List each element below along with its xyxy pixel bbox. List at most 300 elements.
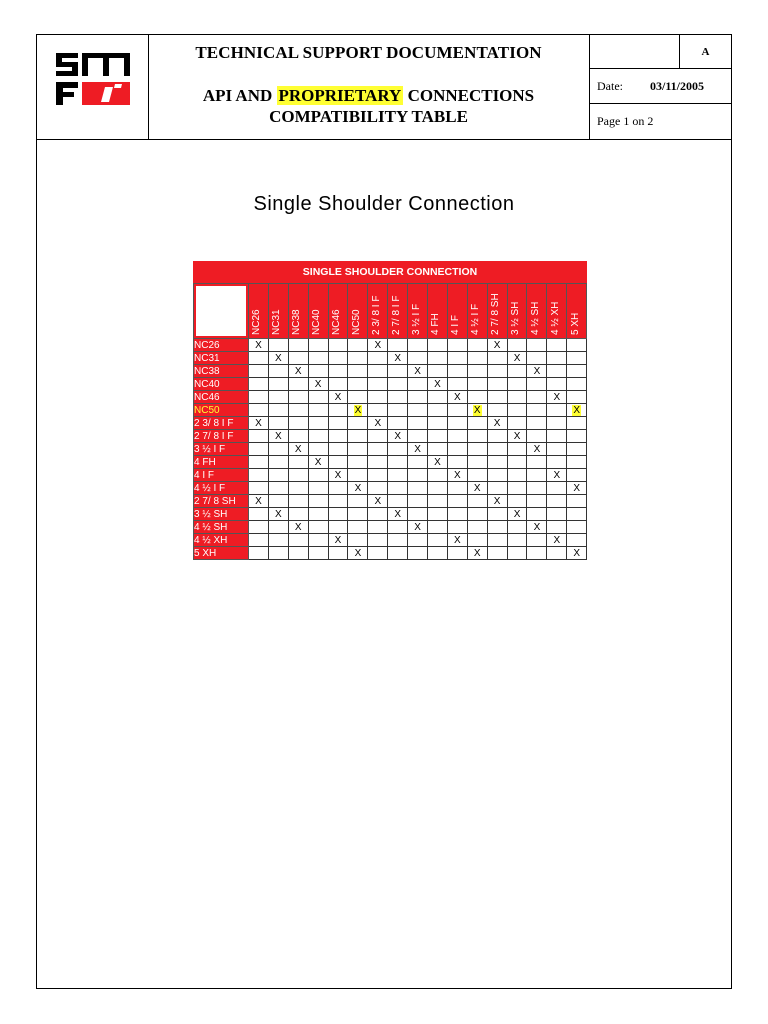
matrix-cell — [368, 404, 388, 417]
matrix-cell — [348, 404, 368, 417]
matrix-cell — [288, 521, 308, 534]
matrix-cell — [348, 391, 368, 404]
matrix-cell — [428, 495, 448, 508]
compatibility-mark: X — [414, 365, 421, 377]
matrix-cell — [487, 391, 507, 404]
header-title-block — [148, 35, 590, 139]
table-row — [194, 430, 587, 443]
table-row — [194, 547, 587, 560]
matrix-cell — [368, 443, 388, 456]
matrix-cell — [268, 430, 288, 443]
matrix-cell — [308, 378, 328, 391]
compatibility-mark: X — [255, 417, 262, 429]
row-header: NC40 — [194, 378, 249, 391]
matrix-cell — [368, 456, 388, 469]
matrix-cell — [388, 378, 408, 391]
table-row — [194, 391, 587, 404]
compatibility-mark: X — [473, 404, 481, 416]
column-header — [328, 284, 348, 339]
matrix-cell — [547, 404, 567, 417]
matrix-cell — [467, 417, 487, 430]
matrix-cell — [328, 534, 348, 547]
matrix-cell — [288, 339, 308, 352]
column-header-label: 4 ½ XH — [549, 301, 561, 335]
compatibility-mark: X — [275, 352, 282, 364]
compatibility-mark: X — [374, 417, 382, 429]
column-header-label: 4 FH — [430, 313, 442, 335]
matrix-cell — [487, 443, 507, 456]
matrix-cell — [408, 547, 428, 560]
matrix-cell — [388, 495, 408, 508]
matrix-cell — [328, 482, 348, 495]
compatibility-mark: X — [394, 430, 402, 442]
matrix-cell — [487, 534, 507, 547]
compatibility-mark: X — [394, 352, 402, 364]
matrix-cell — [467, 521, 487, 534]
compatibility-mark: X — [454, 391, 461, 403]
matrix-cell — [408, 469, 428, 482]
matrix-cell — [368, 352, 388, 365]
compatibility-mark: X — [374, 339, 382, 351]
matrix-cell — [447, 352, 467, 365]
matrix-cell — [428, 404, 448, 417]
matrix-cell — [547, 469, 567, 482]
matrix-cell — [308, 547, 328, 560]
smfi-logo — [37, 35, 149, 139]
document-page — [36, 34, 732, 989]
matrix-cell — [368, 495, 388, 508]
column-header-label: 4 ½ I F — [470, 303, 482, 335]
matrix-cell — [328, 352, 348, 365]
matrix-cell — [268, 378, 288, 391]
title-highlight: PROPRIETARY — [278, 86, 402, 105]
matrix-cell — [308, 365, 328, 378]
matrix-cell — [547, 365, 567, 378]
matrix-cell — [308, 469, 328, 482]
matrix-corner — [194, 284, 249, 339]
matrix-cell — [368, 391, 388, 404]
matrix-cell — [388, 521, 408, 534]
matrix-cell — [428, 482, 448, 495]
row-header: 5 XH — [194, 547, 249, 560]
matrix-cell — [249, 443, 269, 456]
matrix-cell — [288, 417, 308, 430]
matrix-cell — [388, 508, 408, 521]
matrix-cell — [368, 521, 388, 534]
compatibility-mark: X — [255, 495, 262, 507]
matrix-cell — [268, 456, 288, 469]
matrix-cell — [288, 508, 308, 521]
section-title: Single Shoulder Connection — [253, 193, 515, 215]
matrix-cell — [547, 417, 567, 430]
row-header: 2 7/ 8 I F — [194, 430, 249, 443]
row-header: 3 ½ I F — [194, 443, 249, 456]
matrix-cell — [567, 365, 587, 378]
matrix-cell — [567, 495, 587, 508]
matrix-cell — [249, 495, 269, 508]
matrix-cell — [408, 534, 428, 547]
matrix-cell — [527, 443, 547, 456]
matrix-cell — [487, 404, 507, 417]
matrix-cell — [308, 482, 328, 495]
matrix-cell — [348, 547, 368, 560]
column-header-label: 2 7/ 8 SH — [490, 293, 502, 335]
compatibility-mark: X — [314, 456, 322, 468]
column-header-label: 2 3/ 8 I F — [370, 295, 382, 335]
compatibility-mark: X — [334, 391, 342, 403]
doc-category-title: TECHNICAL SUPPORT DOCUMENTATION — [195, 43, 542, 62]
compatibility-mark: X — [573, 404, 581, 416]
matrix-cell — [368, 508, 388, 521]
table-row — [194, 508, 587, 521]
matrix-cell — [348, 339, 368, 352]
compatibility-mark: X — [493, 495, 501, 507]
matrix-cell — [487, 482, 507, 495]
compatibility-mark: X — [334, 534, 342, 546]
matrix-cell — [348, 482, 368, 495]
matrix-cell — [507, 365, 527, 378]
matrix-cell — [507, 443, 527, 456]
date-row — [589, 69, 731, 104]
revision-value: A — [679, 35, 731, 69]
matrix-cell — [567, 508, 587, 521]
matrix-cell — [547, 534, 567, 547]
matrix-cell — [527, 417, 547, 430]
matrix-cell — [288, 495, 308, 508]
matrix-cell — [547, 352, 567, 365]
matrix-cell — [249, 521, 269, 534]
matrix-cell — [527, 378, 547, 391]
compatibility-mark: X — [294, 365, 302, 377]
row-header: 4 FH — [194, 456, 249, 469]
matrix-cell — [527, 482, 547, 495]
matrix-cell — [527, 495, 547, 508]
column-header — [249, 284, 269, 339]
matrix-cell — [527, 521, 547, 534]
matrix-cell — [308, 495, 328, 508]
matrix-cell — [567, 469, 587, 482]
matrix-cell — [388, 443, 408, 456]
matrix-cell — [547, 443, 567, 456]
compatibility-mark: X — [394, 508, 402, 520]
matrix-cell — [447, 482, 467, 495]
matrix-cell — [388, 482, 408, 495]
matrix-cell — [408, 443, 428, 456]
compatibility-mark: X — [533, 365, 541, 377]
matrix-cell — [507, 404, 527, 417]
matrix-cell — [268, 495, 288, 508]
matrix-cell — [288, 469, 308, 482]
matrix-cell — [408, 378, 428, 391]
column-header — [487, 284, 507, 339]
compatibility-table — [193, 283, 587, 560]
matrix-cell — [408, 365, 428, 378]
table-row — [194, 417, 587, 430]
matrix-cell — [547, 508, 567, 521]
matrix-cell — [547, 521, 567, 534]
matrix-cell — [428, 547, 448, 560]
matrix-cell — [567, 521, 587, 534]
matrix-cell — [527, 365, 547, 378]
compatibility-mark: X — [294, 443, 302, 455]
matrix-cell — [507, 378, 527, 391]
table-row — [194, 495, 587, 508]
compatibility-mark: X — [473, 547, 481, 559]
matrix-cell — [507, 339, 527, 352]
matrix-cell — [368, 469, 388, 482]
matrix-cell — [348, 521, 368, 534]
compatibility-mark: X — [553, 469, 561, 481]
matrix-cell — [268, 391, 288, 404]
compatibility-matrix — [193, 261, 587, 560]
matrix-cell — [368, 482, 388, 495]
matrix-cell — [567, 339, 587, 352]
matrix-cell — [467, 534, 487, 547]
matrix-cell — [507, 547, 527, 560]
matrix-cell — [368, 365, 388, 378]
matrix-cell — [547, 482, 567, 495]
matrix-cell — [547, 430, 567, 443]
matrix-cell — [567, 456, 587, 469]
column-header — [547, 284, 567, 339]
matrix-cell — [328, 469, 348, 482]
column-header — [527, 284, 547, 339]
matrix-cell — [249, 365, 269, 378]
matrix-cell — [268, 521, 288, 534]
matrix-cell — [507, 495, 527, 508]
document-header — [37, 35, 731, 140]
matrix-cell — [428, 508, 448, 521]
row-header: 2 7/ 8 SH — [194, 495, 249, 508]
matrix-cell — [467, 482, 487, 495]
matrix-cell — [368, 378, 388, 391]
matrix-cell — [567, 443, 587, 456]
matrix-cell — [527, 469, 547, 482]
matrix-cell — [428, 443, 448, 456]
column-header-label: NC46 — [331, 309, 342, 335]
matrix-cell — [487, 365, 507, 378]
column-header — [467, 284, 487, 339]
matrix-cell — [328, 430, 348, 443]
matrix-cell — [487, 378, 507, 391]
matrix-cell — [388, 534, 408, 547]
matrix-cell — [408, 521, 428, 534]
column-header — [507, 284, 527, 339]
matrix-cell — [408, 482, 428, 495]
matrix-cell — [268, 469, 288, 482]
matrix-cell — [487, 469, 507, 482]
matrix-cell — [308, 404, 328, 417]
row-header: 3 ½ SH — [194, 508, 249, 521]
matrix-cell — [388, 404, 408, 417]
matrix-cell — [268, 352, 288, 365]
matrix-cell — [388, 469, 408, 482]
matrix-cell — [308, 443, 328, 456]
matrix-cell — [428, 469, 448, 482]
matrix-cell — [467, 443, 487, 456]
table-row — [194, 521, 587, 534]
matrix-cell — [348, 417, 368, 430]
matrix-cell — [408, 391, 428, 404]
matrix-cell — [368, 339, 388, 352]
revision-row — [589, 35, 731, 69]
column-header — [408, 284, 428, 339]
column-header — [567, 284, 587, 339]
matrix-cell — [507, 352, 527, 365]
compatibility-mark: X — [414, 521, 421, 533]
matrix-cell — [507, 417, 527, 430]
matrix-cell — [288, 365, 308, 378]
matrix-cell — [487, 352, 507, 365]
matrix-cell — [408, 417, 428, 430]
compatibility-mark: X — [354, 547, 362, 559]
compatibility-mark: X — [533, 521, 541, 533]
matrix-cell — [527, 547, 547, 560]
matrix-cell — [527, 339, 547, 352]
matrix-cell — [348, 430, 368, 443]
matrix-cell — [428, 391, 448, 404]
matrix-cell — [328, 547, 348, 560]
matrix-cell — [249, 417, 269, 430]
matrix-cell — [447, 378, 467, 391]
compatibility-mark: X — [513, 352, 521, 364]
matrix-cell — [467, 430, 487, 443]
compatibility-mark: X — [255, 339, 262, 351]
matrix-cell — [308, 430, 328, 443]
row-header: 4 ½ SH — [194, 521, 249, 534]
matrix-cell — [487, 456, 507, 469]
compatibility-mark: X — [573, 482, 581, 494]
compatibility-mark: X — [573, 547, 581, 559]
page-number: Page 1 on 2 — [597, 114, 654, 128]
matrix-cell — [249, 404, 269, 417]
matrix-cell — [268, 547, 288, 560]
table-row — [194, 339, 587, 352]
column-header — [268, 284, 288, 339]
matrix-cell — [447, 339, 467, 352]
matrix-cell — [428, 456, 448, 469]
table-row — [194, 404, 587, 417]
matrix-cell — [288, 547, 308, 560]
matrix-cell — [527, 508, 547, 521]
compatibility-mark: X — [275, 430, 282, 442]
row-header: NC50 — [194, 404, 249, 417]
matrix-cell — [328, 495, 348, 508]
matrix-cell — [527, 456, 547, 469]
matrix-cell — [447, 365, 467, 378]
matrix-cell — [507, 534, 527, 547]
row-header: NC38 — [194, 365, 249, 378]
matrix-cell — [348, 534, 368, 547]
matrix-cell — [268, 417, 288, 430]
doc-subtitle-line: COMPATIBILITY TABLE — [269, 107, 468, 126]
matrix-cell — [288, 443, 308, 456]
matrix-cell — [268, 443, 288, 456]
matrix-cell — [547, 547, 567, 560]
matrix-cell — [249, 378, 269, 391]
matrix-corner-blank — [196, 286, 246, 336]
title-text-after: CONNECTIONS — [403, 86, 535, 105]
compatibility-mark: X — [414, 443, 421, 455]
matrix-cell — [547, 495, 567, 508]
matrix-cell — [348, 365, 368, 378]
matrix-cell — [348, 469, 368, 482]
matrix-cell — [567, 482, 587, 495]
matrix-cell — [447, 430, 467, 443]
matrix-cell — [268, 365, 288, 378]
matrix-cell — [288, 352, 308, 365]
matrix-cell — [467, 352, 487, 365]
row-header: 4 I F — [194, 469, 249, 482]
column-header — [428, 284, 448, 339]
compatibility-mark: X — [533, 443, 541, 455]
matrix-cell — [249, 534, 269, 547]
matrix-cell — [408, 508, 428, 521]
column-header — [388, 284, 408, 339]
matrix-cell — [348, 508, 368, 521]
column-header-label: NC31 — [271, 309, 283, 335]
matrix-cell — [268, 339, 288, 352]
matrix-cell — [487, 339, 507, 352]
matrix-cell — [428, 352, 448, 365]
compatibility-mark: X — [454, 469, 461, 481]
matrix-cell — [348, 378, 368, 391]
matrix-cell — [308, 534, 328, 547]
column-header-label: NC26 — [251, 309, 263, 335]
column-header — [348, 284, 368, 339]
matrix-cell — [567, 404, 587, 417]
matrix-cell — [507, 508, 527, 521]
matrix-cell — [428, 365, 448, 378]
matrix-cell — [408, 339, 428, 352]
compatibility-mark: X — [434, 378, 441, 390]
matrix-cell — [467, 404, 487, 417]
matrix-cell — [428, 430, 448, 443]
matrix-cell — [388, 365, 408, 378]
column-header-label: NC40 — [311, 309, 323, 335]
matrix-cell — [507, 482, 527, 495]
matrix-cell — [507, 469, 527, 482]
matrix-cell — [487, 508, 507, 521]
matrix-cell — [447, 417, 467, 430]
matrix-cell — [388, 339, 408, 352]
matrix-cell — [527, 430, 547, 443]
matrix-cell — [507, 430, 527, 443]
matrix-cell — [288, 430, 308, 443]
matrix-cell — [328, 404, 348, 417]
matrix-cell — [447, 443, 467, 456]
table-row — [194, 456, 587, 469]
matrix-cell — [328, 443, 348, 456]
matrix-cell — [428, 339, 448, 352]
matrix-cell — [288, 482, 308, 495]
matrix-cell — [507, 521, 527, 534]
matrix-cell — [288, 391, 308, 404]
header-meta-block — [589, 35, 731, 139]
matrix-cell — [567, 417, 587, 430]
matrix-cell — [408, 404, 428, 417]
compatibility-mark: X — [553, 534, 561, 546]
table-row — [194, 352, 587, 365]
matrix-cell — [467, 339, 487, 352]
matrix-cell — [249, 469, 269, 482]
compatibility-mark: X — [275, 508, 282, 520]
matrix-cell — [467, 378, 487, 391]
matrix-cell — [388, 352, 408, 365]
matrix-cell — [428, 534, 448, 547]
matrix-cell — [567, 391, 587, 404]
column-header-label: NC38 — [291, 309, 303, 335]
